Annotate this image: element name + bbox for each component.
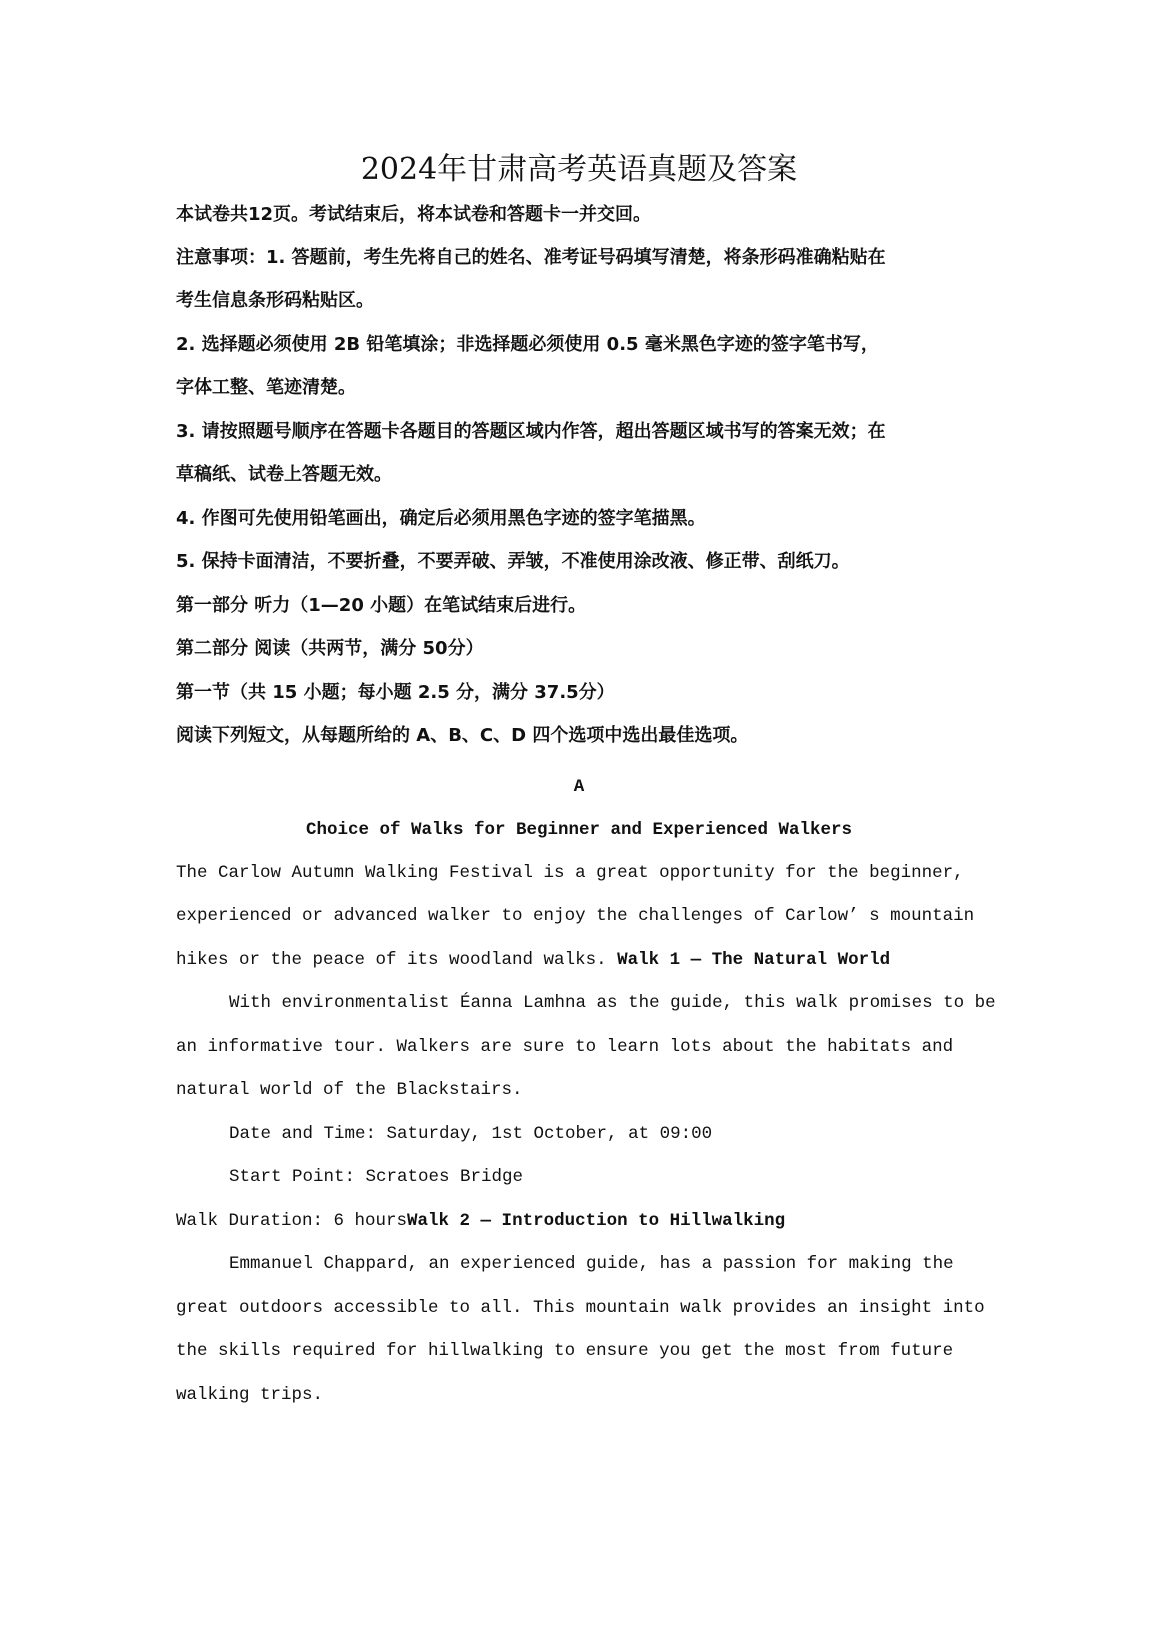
walk-2-description-line-1: Emmanuel Chappard, an experienced guide, has a passion for making the [229, 1254, 954, 1274]
passage-intro-line-1: The Carlow Autumn Walking Festival is a great opportunity for the beginner, [176, 863, 964, 883]
passage-intro-line-3 [176, 946, 890, 974]
reading-instruction: 阅读下列短文，从每题所给的 A、B、C、D 四个选项中选出最佳选项。 [176, 725, 749, 746]
document-title: 2024年甘肃高考英语真题及答案 [360, 152, 798, 187]
walk-1-title: Walk 1 — The Natural World [617, 950, 891, 970]
passage-intro-text: hikes or the peace of its woodland walks. [176, 950, 618, 970]
walk-1-date-time: Date and Time: Saturday, 1st October, at 09:00 [229, 1124, 713, 1144]
notice-line-3: 3. 请按照题号顺序在答题卡各题目的答题区域内作答，超出答题区域书写的答案无效；在 [176, 421, 886, 442]
walk-1-duration-line [176, 1207, 785, 1235]
walk-2-description-line-4: walking trips. [176, 1385, 324, 1405]
notice-line-4: 4. 作图可先使用铅笔画出，确定后必须用黑色字迹的签字笔描黑。 [176, 508, 706, 529]
passage-label: A [573, 777, 585, 797]
walk-2-description-line-2: great outdoors accessible to all. This mountain walk provides an insight into [176, 1298, 985, 1318]
intro-paragraph-1: 本试卷共12页。考试结束后，将本试卷和答题卡一并交回。 [176, 204, 652, 225]
walk-1-description-line-3: natural world of the Blackstairs. [176, 1080, 523, 1100]
notice-line-2: 2. 选择题必须使用 2B 铅笔填涂；非选择题必须使用 0.5 毫米黑色字迹的签字笔书写， [176, 334, 879, 355]
walk-1-description-line-1: With environmentalist Éanna Lamhna as the guide, this walk promises to be [229, 993, 996, 1013]
notice-line-5: 5. 保持卡面清洁，不要折叠，不要弄破、弄皱，不准使用涂改液、修正带、刮纸刀。 [176, 551, 850, 572]
walk-2-title: Walk 2 — Introduction to Hillwalking [407, 1211, 786, 1231]
passage-intro-line-2: experienced or advanced walker to enjoy the challenges of Carlow’ s mountain [176, 906, 975, 926]
notice-line-2-cont: 字体工整、笔迹清楚。 [176, 377, 356, 398]
section-one-heading: 第一节（共 15 小题；每小题 2.5 分，满分 37.5分） [176, 682, 615, 703]
walk-1-description-line-2: an informative tour. Walkers are sure to learn lots about the habitats and [176, 1037, 954, 1057]
walk-2-description-line-3: the skills required for hillwalking to ensure you get the most from future [176, 1341, 954, 1361]
passage-heading: Choice of Walks for Beginner and Experienced Walkers [305, 820, 853, 840]
notice-line-3-cont: 草稿纸、试卷上答题无效。 [176, 464, 392, 485]
walk-1-start-point: Start Point: Scratoes Bridge [229, 1167, 524, 1187]
walk-1-duration: Walk Duration: 6 hours [176, 1211, 408, 1231]
part-two-heading: 第二部分 阅读（共两节，满分 50分） [176, 638, 484, 659]
notice-line-1-cont: 考生信息条形码粘贴区。 [176, 290, 374, 311]
part-one-heading: 第一部分 听力（1—20 小题）在笔试结束后进行。 [176, 595, 587, 616]
notice-line-1: 注意事项：1. 答题前，考生先将自己的姓名、准考证号码填写清楚，将条形码准确粘贴在 [176, 247, 886, 268]
